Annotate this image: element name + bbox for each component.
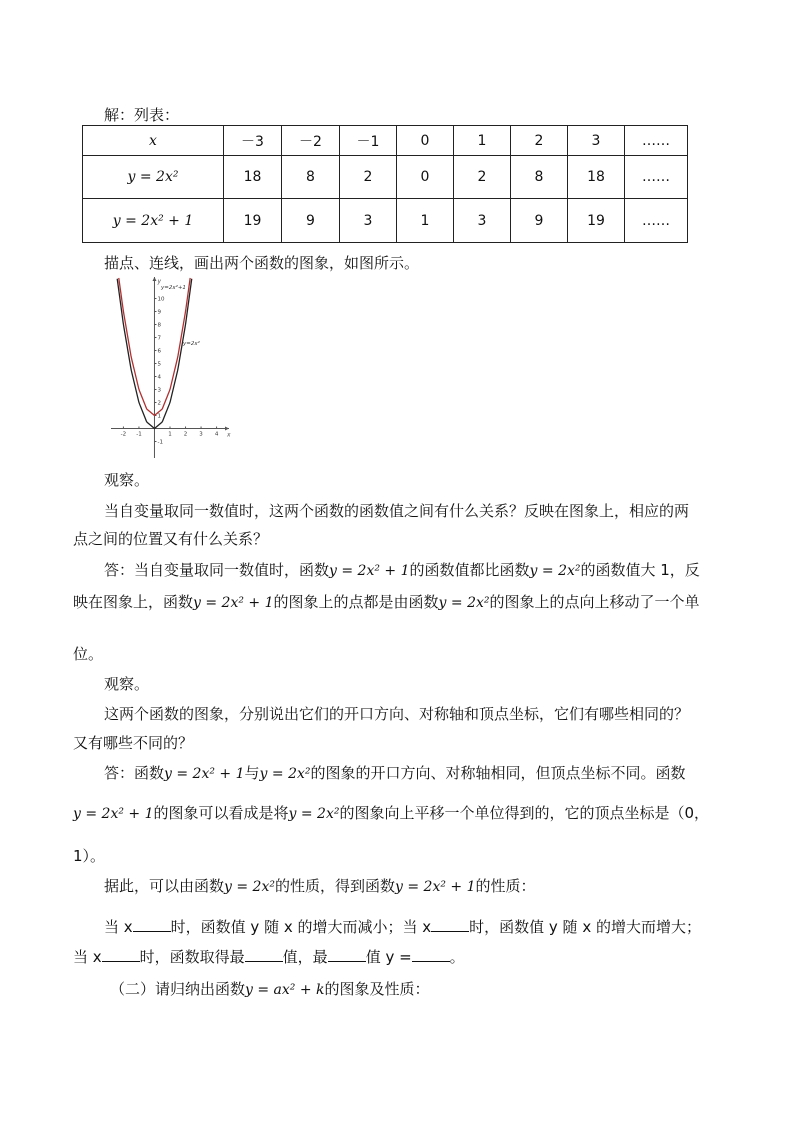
fill-text: 。 xyxy=(449,948,465,966)
answer-text: 的图象向上平移一个单位得到的，它的顶点坐标是（0， xyxy=(339,804,710,822)
table-cell: 9 xyxy=(282,199,340,243)
value-table xyxy=(82,125,688,243)
table-cell: 3 xyxy=(568,126,625,156)
blank-answer-field[interactable] xyxy=(431,917,469,932)
x-axis-arrow xyxy=(225,427,229,431)
table-cell: 19 xyxy=(224,199,282,243)
table-cell: 18 xyxy=(568,156,625,199)
question-1-line-1: 当自变量取同一数值时，这两个函数的函数值之间有什么关系？反映在图象上，相应的两 xyxy=(104,502,690,520)
answer-text: 的函数值大 1，反 xyxy=(580,561,700,579)
answer-2-line-2 xyxy=(73,802,709,825)
series-label-shifted: y=2x²+1 xyxy=(161,285,186,291)
table-row-label: y = 2x² xyxy=(83,156,224,199)
blank-answer-field[interactable] xyxy=(328,947,366,962)
formula: y = 2x² xyxy=(224,879,275,895)
table-cell: …… xyxy=(625,126,688,156)
blank-answer-field[interactable] xyxy=(133,917,171,932)
y-tick-label: 8 xyxy=(157,322,161,329)
observe-heading-1: 观察。 xyxy=(104,471,150,489)
fill-blank-line-1 xyxy=(104,916,701,938)
table-cell: …… xyxy=(625,156,688,199)
answer-1-line-1 xyxy=(104,559,700,582)
table-cell: 8 xyxy=(282,156,340,199)
table-row xyxy=(83,199,688,243)
parabola-graph xyxy=(105,275,235,460)
fill-blank-line-2 xyxy=(73,946,465,968)
blank-answer-field[interactable] xyxy=(102,947,140,962)
intro-label: 解：列表： xyxy=(104,106,180,124)
summary-line xyxy=(104,875,536,898)
table-cell: 8 xyxy=(511,156,568,199)
question-2-line-2: 又有哪些不同的？ xyxy=(73,734,194,752)
table-cell: 9 xyxy=(511,199,568,243)
answer-text: 的图象可以看成是将 xyxy=(153,804,289,822)
table-row-label: y = 2x² + 1 xyxy=(83,199,224,243)
summary-text: 的性质，得到函数 xyxy=(274,877,395,895)
formula: y = 2x² xyxy=(259,766,311,782)
formula: y = 2x² xyxy=(288,806,340,822)
y-tick-label: 6 xyxy=(157,348,161,355)
answer-text: 的图象上的点向上移动了一个单 xyxy=(489,593,700,611)
table-cell: 2 xyxy=(454,156,511,199)
answer-text: 的函数值都比函数 xyxy=(409,561,530,579)
table-cell: 19 xyxy=(568,199,625,243)
formula: y = 2x² + 1 xyxy=(164,766,245,782)
answer-text: 与 xyxy=(244,764,260,782)
summary-text: 据此，可以由函数 xyxy=(104,877,225,895)
formula: y = 2x² xyxy=(438,595,490,611)
formula: y = 2x² + 1 xyxy=(193,595,274,611)
table-cell: －2 xyxy=(282,126,340,156)
x-tick-label: 2 xyxy=(183,431,188,438)
observe-heading-2: 观察。 xyxy=(104,675,150,693)
table-cell: …… xyxy=(625,199,688,243)
answer-text: 的图象上的点都是由函数 xyxy=(273,593,439,611)
table-cell: 0 xyxy=(397,126,454,156)
y-axis-arrow xyxy=(152,277,156,281)
table-cell: 0 xyxy=(397,156,454,199)
y-axis-label: y xyxy=(157,278,162,285)
formula: y = 2x² + 1 xyxy=(73,806,154,822)
fill-text: 时，函数取得最 xyxy=(139,948,245,966)
formula: y = 2x² + 1 xyxy=(329,563,410,579)
x-tick-label: 1 xyxy=(168,431,172,438)
x-tick-label: -2 xyxy=(120,431,127,438)
answer-text: 映在图象上，函数 xyxy=(73,593,194,611)
formula: y = 2x² xyxy=(529,563,581,579)
x-axis-label: x xyxy=(227,431,231,439)
answer-text: 答：函数 xyxy=(104,764,165,782)
y-tick-label: 4 xyxy=(157,374,161,381)
fill-text: 时，函数值 y 随 x 的增大而减小；当 x xyxy=(170,918,432,936)
table-cell: 2 xyxy=(511,126,568,156)
formula: y = ax² + k xyxy=(245,982,325,998)
fill-text: 时，函数值 y 随 x 的增大而增大； xyxy=(469,918,701,936)
answer-text: 的图象的开口方向、对称轴相同，但顶点坐标不同。函数 xyxy=(310,764,686,782)
y-tick-label: 2 xyxy=(157,400,161,407)
summary-text: 的性质： xyxy=(475,877,536,895)
answer-2-line-3: 1）。 xyxy=(73,847,106,865)
series-label-base: y=2x² xyxy=(183,341,200,347)
table-header-x: x xyxy=(83,126,224,156)
fill-text: 值 y = xyxy=(365,948,412,966)
fill-text: 值，最 xyxy=(282,948,328,966)
table-cell: 3 xyxy=(454,199,511,243)
answer-2-line-1 xyxy=(104,762,686,785)
x-tick-label: -1 xyxy=(136,431,142,438)
formula: y = 2x² + 1 xyxy=(395,879,476,895)
table-cell: 2 xyxy=(340,156,397,199)
question-2-line-1: 这两个函数的图象，分别说出它们的开口方向、对称轴和顶点坐标，它们有哪些相同的？ xyxy=(104,705,690,723)
table-cell: 1 xyxy=(454,126,511,156)
y-tick-label: 9 xyxy=(157,309,161,316)
y-tick-label: 5 xyxy=(157,361,161,368)
table-cell: －3 xyxy=(224,126,282,156)
y-tick-label: 3 xyxy=(157,387,161,394)
table-cell: －1 xyxy=(340,126,397,156)
blank-answer-field[interactable] xyxy=(412,947,450,962)
y-tick-label: 7 xyxy=(157,335,161,342)
fill-text: 当 x xyxy=(104,918,133,936)
table-cell: 3 xyxy=(340,199,397,243)
plot-instruction: 描点、连线，画出两个函数的图象，如图所示。 xyxy=(104,254,420,272)
x-tick-label: 4 xyxy=(214,431,219,438)
table-row xyxy=(83,156,688,199)
table-cell: 18 xyxy=(224,156,282,199)
answer-1-line-3: 位。 xyxy=(73,645,104,663)
question-1-line-2: 点之间的位置又有什么关系？ xyxy=(73,530,269,548)
y-tick-label: -1 xyxy=(157,439,163,446)
fill-text: 当 x xyxy=(73,948,102,966)
section-text: （二）请归纳出函数 xyxy=(110,980,246,998)
section-2-heading xyxy=(110,978,430,1001)
y-tick-label: 1 xyxy=(157,413,161,420)
section-text: 的图象及性质： xyxy=(324,980,430,998)
table-header-row xyxy=(83,126,688,156)
answer-text: 答：当自变量取同一数值时，函数 xyxy=(104,561,330,579)
x-tick-label: 3 xyxy=(199,431,203,438)
y-tick-label: 10 xyxy=(157,296,165,303)
blank-answer-field[interactable] xyxy=(245,947,283,962)
table-cell: 1 xyxy=(397,199,454,243)
answer-1-line-2 xyxy=(73,591,700,614)
